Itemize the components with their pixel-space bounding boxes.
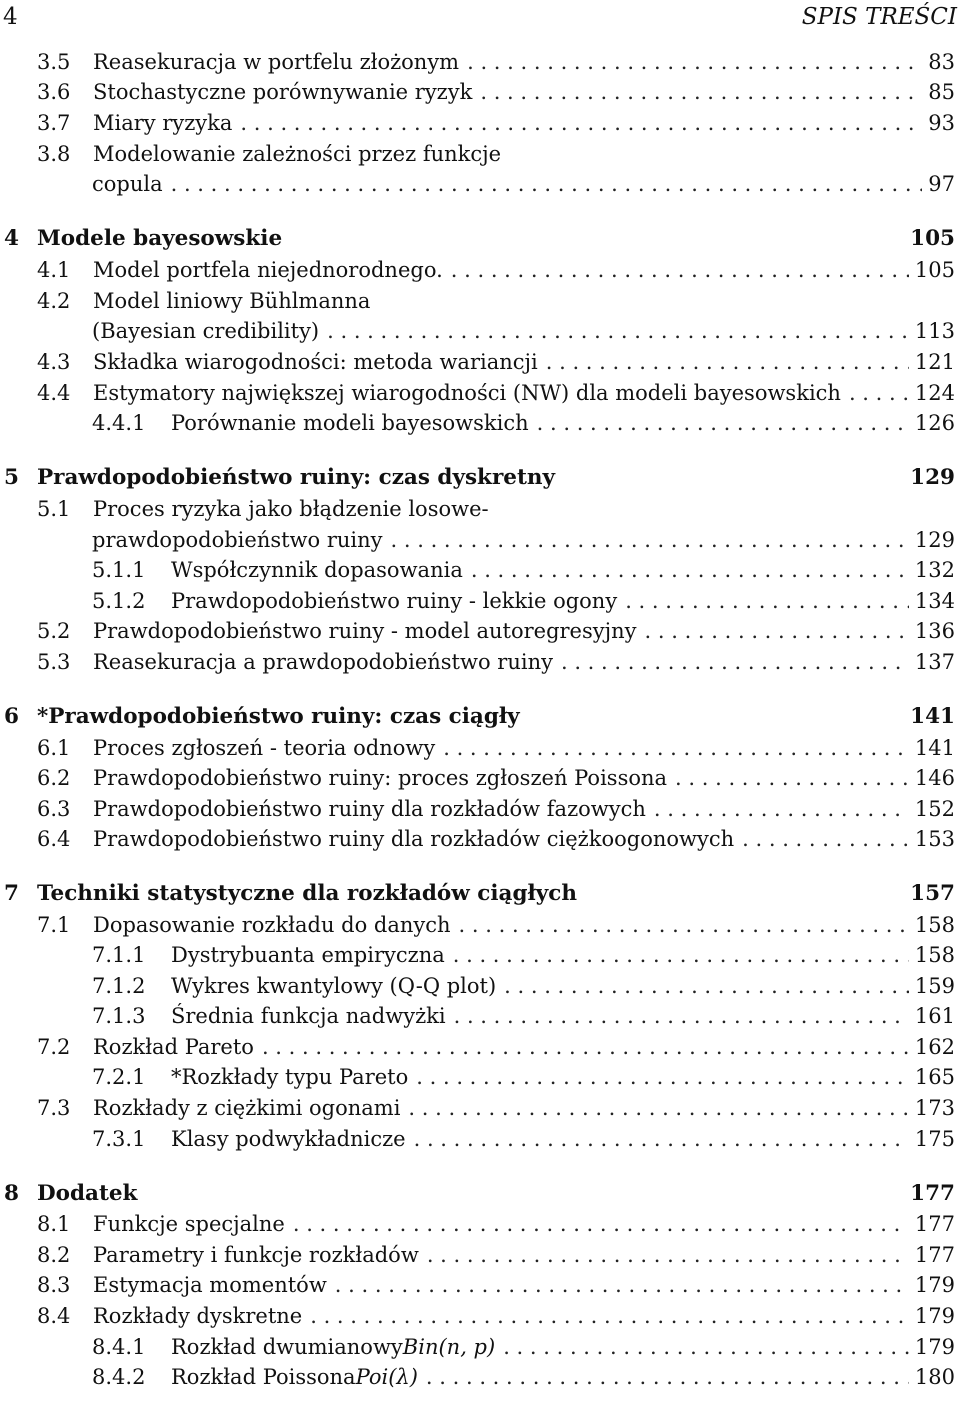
toc-leader-dots [293, 1209, 909, 1239]
toc-page-number: 85 [928, 80, 955, 104]
toc-page-number: 153 [914, 827, 955, 851]
toc-leader-dots [414, 1124, 909, 1154]
toc-page-number: 179 [914, 1304, 955, 1328]
toc-number: 5.1.2 [92, 589, 146, 613]
toc-number: 7.3 [37, 1096, 71, 1120]
toc-page-number: 113 [914, 319, 955, 343]
toc-entry[interactable] [37, 347, 955, 377]
toc-page-number: 161 [914, 1004, 955, 1028]
toc-leader-dots [453, 940, 909, 970]
toc-page-number: 134 [914, 589, 955, 613]
toc-page-number: 179 [914, 1335, 955, 1359]
toc-entry[interactable] [37, 139, 955, 169]
toc-page-number: 137 [914, 650, 955, 674]
toc-number: 4.2 [37, 289, 71, 313]
toc-leader-dots [537, 408, 909, 438]
toc-number: 7.1.1 [92, 943, 146, 967]
toc-title: Stochastyczne porównywanie ryzyk [93, 80, 473, 104]
toc-page-number: 83 [928, 50, 955, 74]
toc-entry[interactable] [92, 525, 955, 555]
toc-number: 3.5 [37, 50, 71, 74]
toc-page-number: 129 [910, 465, 955, 490]
toc-title: Estymatory największej wiarogodności (NW) dla modeli bayesowskich [93, 381, 841, 405]
toc-page-number: 97 [928, 172, 955, 196]
toc-number: 5.1.1 [92, 558, 146, 582]
toc-title: Wykres kwantylowy (Q-Q plot) [171, 974, 497, 998]
toc-title: Prawdopodobieństwo ruiny - model autoregresyjny [93, 619, 637, 643]
toc-leader-dots [654, 794, 909, 824]
toc-entry[interactable] [37, 1032, 955, 1062]
toc-entry[interactable] [92, 1001, 955, 1031]
toc-number: 5 [4, 465, 19, 490]
toc-title: Porównanie modeli bayesowskich [171, 411, 529, 435]
toc-number: 6.4 [37, 827, 71, 851]
toc-leader-dots [426, 1362, 909, 1392]
toc-number: 7.2.1 [92, 1065, 146, 1089]
toc-page-number: 136 [914, 619, 955, 643]
toc-entry[interactable] [92, 1062, 955, 1092]
toc-title: Prawdopodobieństwo ruiny dla rozkładów ciężkoogonowych [93, 827, 735, 851]
toc-title: Prawdopodobieństwo ruiny: czas dyskretny [37, 465, 556, 490]
toc-page-number: 158 [914, 913, 955, 937]
toc-number: 8.2 [37, 1243, 71, 1267]
toc-page-number: 146 [914, 766, 955, 790]
toc-page-number: 129 [914, 528, 955, 552]
toc-leader-dots [561, 647, 909, 677]
toc-title: Model portfela niejednorodnego. [93, 258, 443, 282]
toc-number: 8.4 [37, 1304, 71, 1328]
toc-leader-dots [675, 763, 909, 793]
toc-number: 6.3 [37, 797, 71, 821]
toc-title: Prawdopodobieństwo ruiny dla rozkładów fazowych [93, 797, 646, 821]
toc-leader-dots [335, 1270, 909, 1300]
toc-number: 3.6 [37, 80, 71, 104]
toc-title: Dopasowanie rozkładu do danych [93, 913, 451, 937]
toc-title: Prawdopodobieństwo ruiny - lekkie ogony [171, 589, 618, 613]
toc-page-number: 165 [914, 1065, 955, 1089]
toc-title: Funkcje specjalne [93, 1212, 285, 1236]
toc-entry[interactable] [37, 1240, 955, 1270]
toc-title: Współczynnik dopasowania [171, 558, 463, 582]
toc-title: prawdopodobieństwo ruiny [92, 528, 383, 552]
toc-leader-dots [625, 586, 909, 616]
toc-number: 7.1.2 [92, 974, 146, 998]
toc-leader-dots [240, 108, 922, 138]
toc-entry[interactable] [92, 555, 955, 585]
toc-leader-dots [443, 733, 909, 763]
toc-leader-dots [504, 971, 909, 1001]
toc-number: 6.1 [37, 736, 71, 760]
toc-leader-dots [459, 910, 909, 940]
toc-leader-dots [454, 1001, 909, 1031]
toc-leader-dots [171, 169, 923, 199]
toc-number: 4.1 [37, 258, 71, 282]
toc-leader-dots [408, 1093, 908, 1123]
toc-page-number: 132 [914, 558, 955, 582]
toc-page-number: 124 [914, 381, 955, 405]
toc-chapter-entry[interactable] [4, 463, 955, 493]
toc-math: Poi(λ) [355, 1365, 418, 1389]
toc-page-number: 175 [914, 1127, 955, 1151]
toc-entry[interactable] [37, 647, 955, 677]
toc-title: Proces zgłoszeń - teoria odnowy [93, 736, 436, 760]
toc-title: Miary ryzyka [93, 111, 233, 135]
toc-title: *Prawdopodobieństwo ruiny: czas ciągły [37, 704, 520, 729]
toc-number: 8.1 [37, 1212, 71, 1236]
toc-page-number: 157 [910, 881, 955, 906]
toc-leader-dots [416, 1062, 909, 1092]
toc-leader-dots [310, 1301, 909, 1331]
toc-title: Składka wiarogodności: metoda wariancji [93, 350, 538, 374]
toc-number: 7.2 [37, 1035, 71, 1059]
toc-entry[interactable] [37, 794, 955, 824]
toc-page-number: 180 [914, 1365, 955, 1389]
toc-page-number: 159 [914, 974, 955, 998]
toc-title: Techniki statystyczne dla rozkładów ciągłych [37, 881, 577, 906]
toc-page-number: 177 [914, 1243, 955, 1267]
toc-title: Estymacja momentów [93, 1273, 327, 1297]
toc-number: 6 [4, 704, 19, 729]
toc-title: (Bayesian credibility) [92, 319, 320, 343]
page-header [0, 4, 960, 34]
toc-entry[interactable] [37, 763, 955, 793]
toc-page-number: 158 [914, 943, 955, 967]
toc-title: *Rozkłady typu Pareto [171, 1065, 409, 1089]
toc-entry[interactable] [37, 77, 955, 107]
toc-leader-dots [849, 378, 909, 408]
toc-page-number: 173 [914, 1096, 955, 1120]
toc-chapter-entry[interactable] [4, 702, 955, 732]
toc-page-number: 93 [928, 111, 955, 135]
toc-title: Model liniowy Bühlmanna [93, 289, 371, 313]
toc-title: Rozkład dwumianowy [171, 1335, 403, 1359]
toc-title: Klasy podwykładnicze [171, 1127, 406, 1151]
toc-entry[interactable] [37, 108, 955, 138]
toc-entry[interactable] [37, 255, 955, 285]
toc-leader-dots [262, 1032, 909, 1062]
toc-chapter-entry[interactable] [4, 1179, 955, 1209]
toc-number: 5.2 [37, 619, 71, 643]
toc-title: Dodatek [37, 1181, 138, 1206]
toc-title: Modele bayesowskie [37, 226, 283, 251]
toc-page-number: 141 [914, 736, 955, 760]
toc-number: 4.4 [37, 381, 71, 405]
toc-entry[interactable] [37, 47, 955, 77]
toc-leader-dots [427, 1240, 909, 1270]
toc-math: Bin(n, p) [402, 1335, 496, 1359]
toc-page-number: 105 [910, 226, 955, 251]
toc-page-number: 177 [910, 1181, 955, 1206]
toc-title: Parametry i funkcje rozkładów [93, 1243, 419, 1267]
toc-number: 3.7 [37, 111, 71, 135]
toc-title: Rozkłady dyskretne [93, 1304, 303, 1328]
toc-entry[interactable] [92, 1124, 955, 1154]
toc-title: Modelowanie zależności przez funkcje [93, 142, 502, 166]
toc-title: Rozkład Poissona [171, 1365, 356, 1389]
toc-entry[interactable] [37, 616, 955, 646]
toc-title: copula [92, 172, 163, 196]
toc-number: 8.3 [37, 1273, 71, 1297]
toc-number: 8 [4, 1181, 19, 1206]
toc-number: 5.3 [37, 650, 71, 674]
toc-number: 7.3.1 [92, 1127, 146, 1151]
toc-entry[interactable] [92, 316, 955, 346]
toc-entry[interactable] [92, 971, 955, 1001]
toc-title: Dystrybuanta empiryczna [171, 943, 445, 967]
toc-number: 7 [4, 881, 19, 906]
toc-entry[interactable] [37, 1301, 955, 1331]
toc-number: 5.1 [37, 497, 71, 521]
toc-leader-dots [546, 347, 909, 377]
toc-chapter-entry[interactable] [4, 224, 955, 254]
toc-entry[interactable] [37, 286, 955, 316]
toc-leader-dots [451, 255, 909, 285]
toc-entry[interactable] [92, 586, 955, 616]
toc-title: Średnia funkcja nadwyżki [171, 1004, 446, 1028]
toc-page-number: 141 [910, 704, 955, 729]
page-number: 4 [3, 4, 18, 30]
toc-page-number: 105 [914, 258, 955, 282]
toc-page-number: 179 [914, 1273, 955, 1297]
toc-title: Reasekuracja w portfelu złożonym [93, 50, 460, 74]
toc-entry[interactable] [37, 733, 955, 763]
toc-leader-dots [327, 316, 909, 346]
toc-leader-dots [503, 1332, 909, 1362]
toc-leader-dots [467, 47, 922, 77]
running-title: SPIS TREŚCI [801, 4, 957, 30]
toc-leader-dots [480, 77, 922, 107]
toc-number: 8.4.2 [92, 1365, 146, 1389]
toc-leader-dots [391, 525, 909, 555]
toc-number: 4 [4, 226, 19, 251]
toc-number: 4.4.1 [92, 411, 146, 435]
toc-page-number: 177 [914, 1212, 955, 1236]
toc-number: 7.1 [37, 913, 71, 937]
toc-title: Rozkłady z ciężkimi ogonami [93, 1096, 401, 1120]
toc-title: Proces ryzyka jako błądzenie losowe- [93, 497, 489, 521]
toc-leader-dots [645, 616, 909, 646]
toc-title: Rozkład Pareto [93, 1035, 254, 1059]
toc-entry[interactable] [37, 378, 955, 408]
toc-title: Prawdopodobieństwo ruiny: proces zgłoszeń Poissona [93, 766, 668, 790]
toc-number: 3.8 [37, 142, 71, 166]
toc-entry[interactable] [92, 940, 955, 970]
toc-entry[interactable] [92, 169, 955, 199]
toc-entry[interactable] [37, 824, 955, 854]
toc-number: 7.1.3 [92, 1004, 146, 1028]
toc-title: Reasekuracja a prawdopodobieństwo ruiny [93, 650, 553, 674]
toc-entry[interactable] [37, 1209, 955, 1239]
toc-entry[interactable] [37, 1093, 955, 1123]
toc-number: 8.4.1 [92, 1335, 146, 1359]
toc-entry[interactable] [92, 1362, 955, 1392]
toc-number: 6.2 [37, 766, 71, 790]
toc-page-number: 121 [914, 350, 955, 374]
toc-entry[interactable] [37, 494, 955, 524]
toc-leader-dots [742, 824, 909, 854]
toc-page-number: 162 [914, 1035, 955, 1059]
toc-number: 4.3 [37, 350, 71, 374]
toc-chapter-entry[interactable] [4, 879, 955, 909]
toc-leader-dots [471, 555, 909, 585]
toc-entry[interactable] [92, 408, 955, 438]
toc-page-number: 126 [914, 411, 955, 435]
toc-entry[interactable] [37, 910, 955, 940]
toc-entry[interactable] [92, 1332, 955, 1362]
toc-page-number: 152 [914, 797, 955, 821]
toc-entry[interactable] [37, 1270, 955, 1300]
